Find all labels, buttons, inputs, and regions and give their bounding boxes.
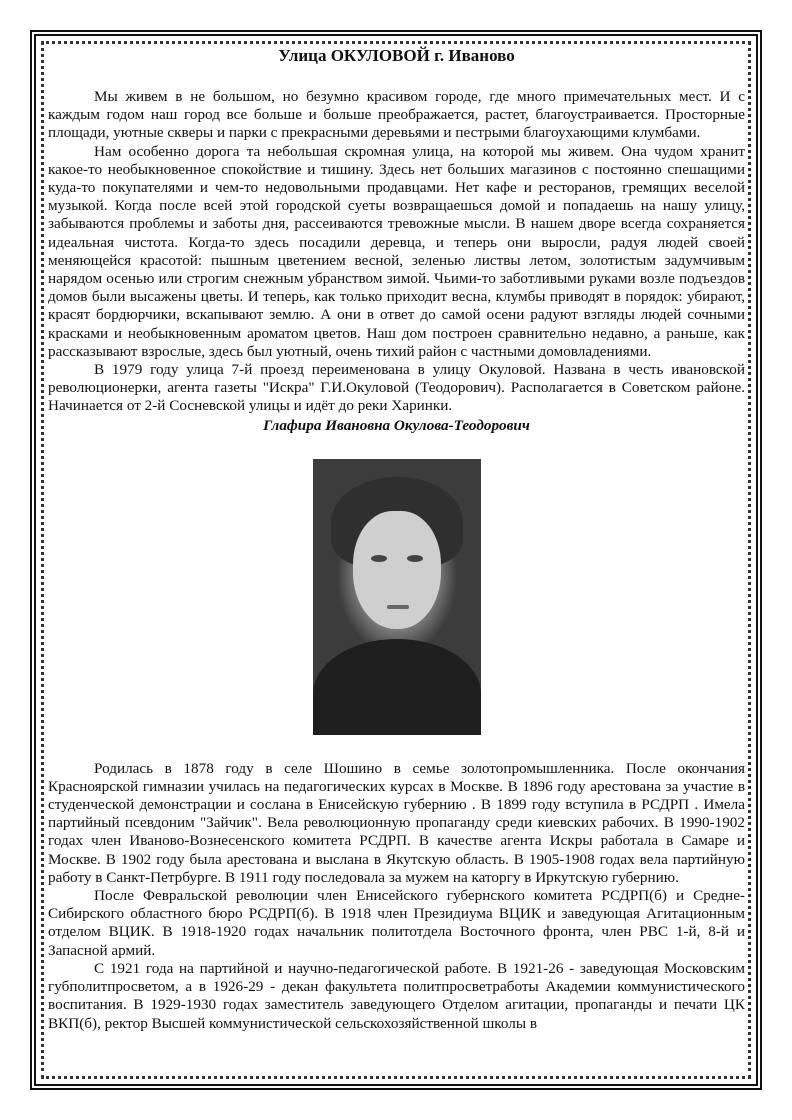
bio-paragraph: С 1921 года на партийной и научно-педагогической работе. В 1921-26 - заведующая Московским губполитпросветом, а в 1926-29 - декан факультета политпросветработы Академии коммунистического воспитания. В 1929-1930 годах заместитель заведующего Отделом агитации, пропаганды и печати ЦК ВКП(б), ректор Высшей коммунистической сельскохозяйственной школы в xyxy=(48,959,745,1032)
intro-paragraph: Мы живем в не большом, но безумно красивом городе, где много примечательных мест. И с каждым годом наш город все больше и больше преображается, растет, благоустраивается. Просторные площади, уютные скверы и парки с прекрасными деревьями и пестрыми благоухающими клумбами. xyxy=(48,88,745,142)
portrait-container xyxy=(48,459,745,735)
intro-paragraph: Нам особенно дорога та небольшая скромная улица, на которой мы живем. Она чудом хранит какое-то необыкновенное спокойствие и тишину. Здесь нет больших магазинов с постоянно спешащими куда-то покупателями и чем-то недовольными продавцами. Нет кафе и ресторанов, гремящих веселой музыкой. Когда после всей этой городской суеты возвращаешься домой и попадаешь на нашу улицу, забываются проблемы и заботы дня, рассеиваются тревожные мысли. В нашем дворе всегда сохраняется идеальная чистота. Когда-то здесь посадили деревца, и теперь они выросли, радуя людей своей меняющейся красотой: пышным цветением весной, зеленью листвы летом, золотистым задумчивым нарядом осенью или строгим снежным убранством зимой. Чьими-то заботливыми руками возле подъездов домов были высажены цветы. И теперь, как только приходит весна, клумбы приводят в порядок: убирают, красят бордюрчики, вскапывают землю. А они в ответ до самой осени радуют взгляды людей сочными красками и необыкновенным ароматом цветов. Наш дом построен сравнительно недавно, а раньше, как рассказывают взрослые, здесь был уютный, очень тихий район с частными домовладениями. xyxy=(48,142,745,360)
page-title: Улица ОКУЛОВОЙ г. Иваново xyxy=(278,46,515,65)
intro-paragraph: В 1979 году улица 7-й проезд переименована в улицу Окуловой. Названа в честь ивановской революционерки, агента газеты "Искра" Г.И.Окуловой (Теодорович). Располагается в Советском районе. Начинается от 2-й Сосневской улицы и идёт до реки Харинки. xyxy=(48,361,745,415)
document-body xyxy=(48,46,745,1033)
bio-paragraph: Родилась в 1878 году в селе Шошино в семье золотопромышленника. После окончания Красноярской гимназии училась на педагогических курсах в Москве. В 1896 году арестована за участие в студенческой демонстрации и сослана в Енисейскую губернию . В 1899 году вступила в РСДРП . Имела партийный псевдоним "Зайчик". Вела революционную пропаганду среди киевских рабочих. В 1990-1902 годах член Иваново-Вознесенского комитета РСДРП. В качестве агента Искры работала в Самаре и Москве. В 1902 году была арестована и выслана в Якутскую область. В 1905-1908 годах вела партийную работу в Санкт-Петрбурге. В 1911 году последовала за мужем на каторгу в Иркутскую губернию. xyxy=(48,759,745,886)
portrait-caption: Глафира Ивановна Окулова-Теодорович xyxy=(263,416,530,434)
portrait-photo xyxy=(313,459,481,735)
bio-paragraph: После Февральской революции член Енисейского губернского комитета РСДРП(б) и Средне-Сибирского областного бюро РСДРП(б). В 1918 член Президиума ВЦИК и заведующая Агитационным отделом ВЦИК. В 1918-1920 годах начальник политотдела Восточного фронта, член РВС 1-й, 8-й и Запасной армий. xyxy=(48,887,745,959)
